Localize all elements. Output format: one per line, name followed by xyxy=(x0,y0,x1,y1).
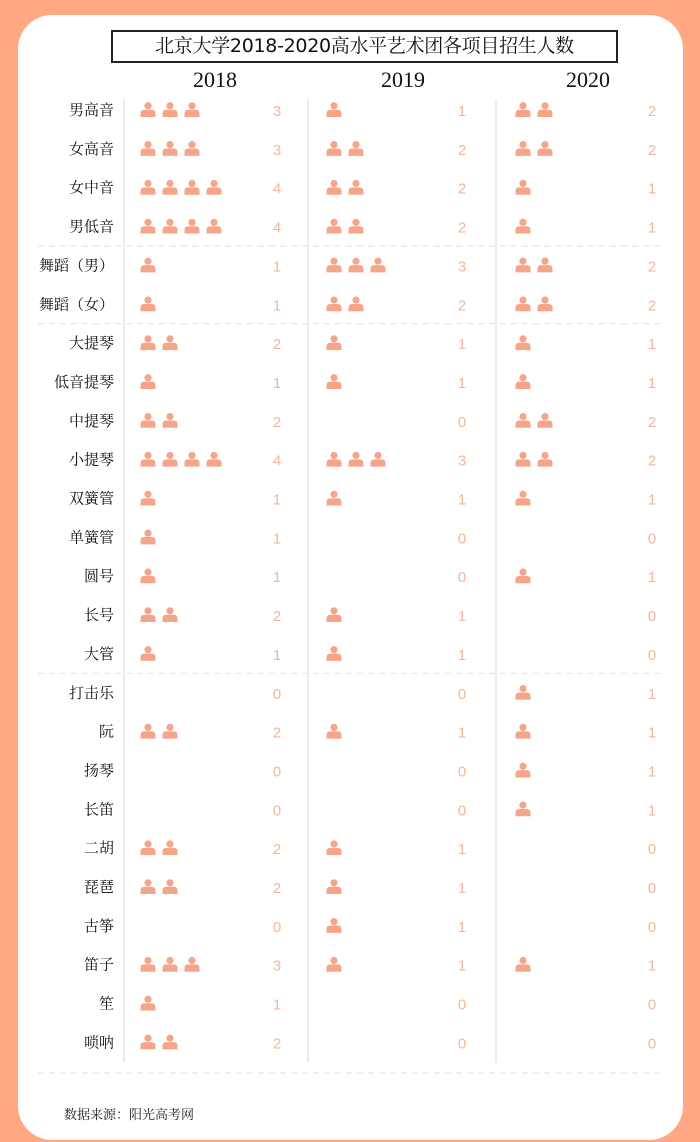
person-icon xyxy=(349,452,364,467)
person-icon xyxy=(349,219,364,234)
person-icon xyxy=(185,180,200,195)
person-icon xyxy=(327,258,342,273)
person-icon xyxy=(327,296,342,311)
value-label: 1 xyxy=(647,219,657,237)
category-label: 男低音 xyxy=(68,217,114,236)
value-label: 0 xyxy=(647,646,657,664)
person-icon xyxy=(141,413,156,428)
value-label: 2 xyxy=(457,297,467,315)
value-label: 0 xyxy=(647,996,657,1014)
person-icon xyxy=(141,296,156,311)
person-icon xyxy=(185,452,200,467)
data-source-note: 数据来源：阳光高考网 xyxy=(64,1108,195,1123)
value-label: 2 xyxy=(272,608,282,626)
value-label: 2 xyxy=(272,880,282,897)
value-label: 0 xyxy=(457,530,467,548)
value-label: 1 xyxy=(457,880,467,897)
person-icon xyxy=(327,646,342,661)
value-label: 2 xyxy=(647,297,657,315)
year-header-2018: 2018 xyxy=(193,67,237,92)
value-label: 2 xyxy=(647,258,657,276)
value-label: 1 xyxy=(457,336,467,354)
person-icon xyxy=(163,607,178,622)
value-label: 1 xyxy=(647,336,657,354)
value-label: 4 xyxy=(272,452,282,470)
person-icon xyxy=(538,413,553,428)
value-label: 0 xyxy=(272,802,282,820)
person-icon xyxy=(141,646,156,661)
person-icon xyxy=(516,452,531,467)
person-icon xyxy=(185,957,200,972)
person-icon xyxy=(327,335,342,350)
category-label: 长号 xyxy=(83,606,114,625)
person-icon xyxy=(538,296,553,311)
value-label: 1 xyxy=(272,530,282,548)
category-label: 低音提琴 xyxy=(53,372,114,391)
person-icon xyxy=(207,452,222,467)
category-label: 笙 xyxy=(98,994,114,1013)
person-icon xyxy=(163,1035,178,1050)
person-icon xyxy=(516,413,531,428)
person-icon xyxy=(327,219,342,234)
value-label: 0 xyxy=(457,413,467,431)
person-icon xyxy=(141,374,156,389)
value-label: 2 xyxy=(272,841,282,859)
person-icon xyxy=(516,335,531,350)
category-label: 长笛 xyxy=(83,800,114,819)
value-label: 1 xyxy=(457,374,467,392)
person-icon xyxy=(141,180,156,195)
category-label: 单簧管 xyxy=(68,528,114,547)
value-label: 3 xyxy=(272,957,282,975)
value-label: 0 xyxy=(272,763,282,781)
category-label: 大管 xyxy=(83,644,114,663)
person-icon xyxy=(516,568,531,583)
person-icon xyxy=(141,219,156,234)
value-label: 1 xyxy=(647,957,657,975)
value-label: 2 xyxy=(457,141,467,159)
category-label: 唢呐 xyxy=(83,1033,114,1052)
value-label: 2 xyxy=(457,219,467,237)
value-label: 1 xyxy=(272,646,282,664)
value-label: 1 xyxy=(647,724,657,742)
category-label: 男高音 xyxy=(68,101,114,119)
person-icon xyxy=(516,180,531,195)
person-icon xyxy=(141,141,156,156)
category-label: 打击乐 xyxy=(68,683,114,702)
value-label: 3 xyxy=(272,103,282,120)
category-label: 笛子 xyxy=(83,955,114,974)
value-label: 1 xyxy=(457,841,467,859)
person-icon xyxy=(163,879,178,894)
person-icon xyxy=(538,102,553,117)
value-label: 1 xyxy=(647,374,657,392)
person-icon xyxy=(349,141,364,156)
value-label: 0 xyxy=(647,530,657,548)
person-icon xyxy=(141,1035,156,1050)
value-label: 1 xyxy=(457,957,467,975)
chart-svg xyxy=(18,15,683,1140)
person-icon xyxy=(327,452,342,467)
person-icon xyxy=(516,802,531,817)
person-icon xyxy=(141,568,156,583)
person-icon xyxy=(207,180,222,195)
person-icon xyxy=(538,258,553,273)
person-icon xyxy=(163,413,178,428)
person-icon xyxy=(141,335,156,350)
person-icon xyxy=(516,491,531,506)
value-label: 2 xyxy=(647,413,657,431)
value-label: 2 xyxy=(457,180,467,198)
value-label: 4 xyxy=(272,180,282,198)
person-icon xyxy=(349,296,364,311)
year-header-2019: 2019 xyxy=(381,67,425,92)
person-icon xyxy=(538,141,553,156)
value-label: 1 xyxy=(272,297,282,315)
person-icon xyxy=(163,957,178,972)
value-label: 0 xyxy=(272,918,282,936)
person-icon xyxy=(516,763,531,778)
person-icon xyxy=(516,141,531,156)
person-icon xyxy=(516,685,531,700)
person-icon xyxy=(141,840,156,855)
person-icon xyxy=(163,102,178,117)
person-icon xyxy=(141,996,156,1011)
value-label: 0 xyxy=(647,1035,657,1053)
value-label: 0 xyxy=(647,918,657,936)
person-icon xyxy=(327,957,342,972)
person-icon xyxy=(141,102,156,117)
value-label: 2 xyxy=(647,141,657,159)
category-label: 小提琴 xyxy=(68,450,114,469)
value-label: 1 xyxy=(457,918,467,936)
person-icon xyxy=(141,491,156,506)
category-label: 女中音 xyxy=(68,178,114,197)
value-label: 0 xyxy=(647,880,657,897)
year-header-2020: 2020 xyxy=(566,67,610,92)
value-label: 2 xyxy=(272,336,282,354)
value-label: 1 xyxy=(647,569,657,587)
person-icon xyxy=(327,607,342,622)
category-label: 圆号 xyxy=(83,567,114,586)
person-icon xyxy=(141,258,156,273)
value-label: 2 xyxy=(272,413,282,431)
value-label: 2 xyxy=(647,452,657,470)
value-label: 1 xyxy=(647,802,657,820)
person-icon xyxy=(371,258,386,273)
category-label: 二胡 xyxy=(83,839,114,858)
category-label: 舞蹈（女） xyxy=(38,295,114,314)
category-label: 扬琴 xyxy=(83,761,114,780)
value-label: 2 xyxy=(272,1035,282,1053)
value-label: 2 xyxy=(272,724,282,742)
person-icon xyxy=(371,452,386,467)
person-icon xyxy=(141,607,156,622)
value-label: 1 xyxy=(457,103,467,120)
person-icon xyxy=(163,452,178,467)
value-label: 3 xyxy=(272,141,282,159)
person-icon xyxy=(163,141,178,156)
value-label: 1 xyxy=(647,491,657,509)
value-label: 1 xyxy=(647,763,657,781)
chart-card xyxy=(18,15,683,1140)
person-icon xyxy=(516,724,531,739)
person-icon xyxy=(349,258,364,273)
value-label: 0 xyxy=(457,763,467,781)
person-icon xyxy=(327,724,342,739)
person-icon xyxy=(516,219,531,234)
value-label: 4 xyxy=(272,219,282,237)
person-icon xyxy=(538,452,553,467)
person-icon xyxy=(141,957,156,972)
value-label: 1 xyxy=(457,724,467,742)
category-label: 女高音 xyxy=(68,139,114,158)
person-icon xyxy=(516,258,531,273)
person-icon xyxy=(516,957,531,972)
value-label: 1 xyxy=(457,608,467,626)
value-label: 0 xyxy=(457,1035,467,1053)
person-icon xyxy=(207,219,222,234)
person-icon xyxy=(185,219,200,234)
person-icon xyxy=(349,180,364,195)
person-icon xyxy=(163,840,178,855)
category-label: 大提琴 xyxy=(68,334,114,353)
value-label: 1 xyxy=(272,374,282,392)
value-label: 0 xyxy=(457,802,467,820)
category-label: 琵琶 xyxy=(83,878,114,896)
value-label: 0 xyxy=(272,685,282,703)
value-label: 1 xyxy=(457,646,467,664)
person-icon xyxy=(516,102,531,117)
category-label: 双簧管 xyxy=(68,489,114,508)
person-icon xyxy=(141,724,156,739)
value-label: 0 xyxy=(457,996,467,1014)
person-icon xyxy=(327,918,342,933)
category-label: 阮 xyxy=(98,722,114,741)
value-label: 3 xyxy=(457,452,467,470)
value-label: 2 xyxy=(647,103,657,120)
person-icon xyxy=(163,335,178,350)
person-icon xyxy=(327,180,342,195)
chart-title: 北京大学2018-2020高水平艺术团各项目招生人数 xyxy=(111,30,618,63)
category-label: 舞蹈（男） xyxy=(38,256,114,275)
person-icon xyxy=(141,452,156,467)
person-icon xyxy=(516,374,531,389)
person-icon xyxy=(163,724,178,739)
person-icon xyxy=(327,491,342,506)
value-label: 1 xyxy=(272,996,282,1014)
person-icon xyxy=(327,102,342,117)
value-label: 0 xyxy=(647,841,657,859)
value-label: 1 xyxy=(647,180,657,198)
value-label: 3 xyxy=(457,258,467,276)
person-icon xyxy=(327,374,342,389)
person-icon xyxy=(185,141,200,156)
person-icon xyxy=(516,296,531,311)
category-label: 古筝 xyxy=(83,916,114,935)
value-label: 1 xyxy=(647,685,657,703)
category-label: 中提琴 xyxy=(68,411,114,430)
person-icon xyxy=(327,879,342,894)
value-label: 0 xyxy=(457,685,467,703)
person-icon xyxy=(327,840,342,855)
person-icon xyxy=(141,879,156,894)
person-icon xyxy=(163,219,178,234)
value-label: 1 xyxy=(272,569,282,587)
person-icon xyxy=(163,180,178,195)
value-label: 0 xyxy=(647,608,657,626)
person-icon xyxy=(185,102,200,117)
person-icon xyxy=(141,530,156,545)
value-label: 0 xyxy=(457,569,467,587)
person-icon xyxy=(327,141,342,156)
value-label: 1 xyxy=(457,491,467,509)
value-label: 1 xyxy=(272,258,282,276)
value-label: 1 xyxy=(272,491,282,509)
